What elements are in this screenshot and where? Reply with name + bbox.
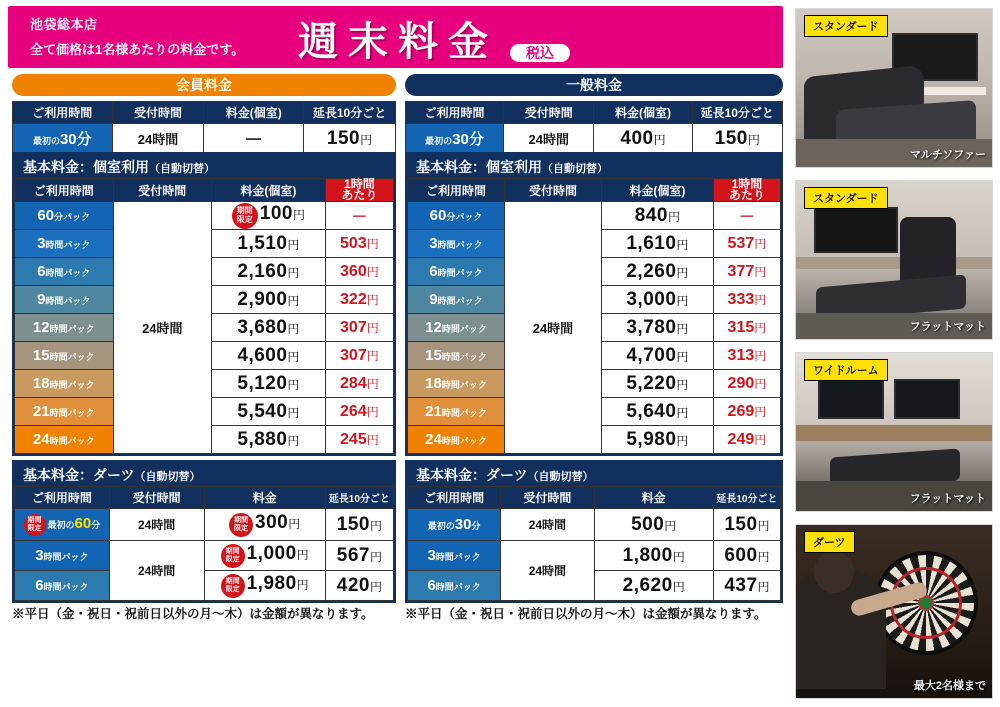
monitor-icon <box>894 379 960 419</box>
row-hourly: 284円 <box>325 370 393 398</box>
row-hourly: 307円 <box>325 314 393 342</box>
col-ext: 延長10分ごと <box>713 487 780 509</box>
row-hours: 24時間 <box>501 509 594 541</box>
table-row <box>15 202 394 230</box>
row-hourly: 269円 <box>713 398 780 426</box>
row-price: 2,620円 <box>594 571 713 601</box>
member-first-time: 最初の30分 <box>13 124 113 154</box>
row-label: 6時間パック <box>15 258 114 286</box>
row-label: 60分パック <box>408 202 505 230</box>
section-title: 基本料金：ダーツ（自動切替） <box>407 462 781 486</box>
col-time: ご利用時間 <box>13 102 113 124</box>
row-label: 3時間パック <box>408 230 505 258</box>
general-room-hours: 24時間 <box>504 202 601 454</box>
footnote-right: ※平日（金・祝日・祝前日以外の月〜木）は金額が異なります。 <box>405 607 767 621</box>
row-label: 12時間パック <box>15 314 114 342</box>
row-hours: 24時間 <box>109 509 204 541</box>
col-time: ご利用時間 <box>15 487 110 509</box>
photo-wideroom-flatmat <box>795 352 993 512</box>
col-hourly: 1時間 あたり <box>325 179 393 202</box>
row-price: 4,700円 <box>601 342 713 370</box>
row-price: 5,540円 <box>212 398 326 426</box>
member-top-table <box>12 101 396 154</box>
row-price: 3,680円 <box>212 314 326 342</box>
row-ext: 150円 <box>325 509 393 541</box>
limited-badge: 期間 限定 <box>232 203 258 229</box>
row-label: 最初の30分 <box>408 509 501 541</box>
general-first-time: 最初の30分 <box>406 124 504 154</box>
table-row <box>408 541 781 571</box>
photo-standard-multisofa <box>795 8 993 168</box>
col-time: ご利用時間 <box>406 102 504 124</box>
photo-caption: マルチソファー <box>909 149 986 161</box>
section-title: 基本料金：ダーツ（自動切替） <box>14 462 394 486</box>
limited-badge: 期間 限定 <box>221 574 245 598</box>
limited-badge: 期間 限定 <box>229 513 253 537</box>
row-label: 期間 限定 最初の60分 <box>15 509 110 541</box>
photo-standard-flatmat <box>795 180 993 340</box>
section-title: 基本料金：個室利用（自動切替） <box>407 154 781 178</box>
row-hourly: 315円 <box>713 314 780 342</box>
row-label: 21時間パック <box>15 398 114 426</box>
row-ext: 567円 <box>325 541 393 571</box>
row-price: 1,800円 <box>594 541 713 571</box>
row-price: 期間 限定 100円 <box>212 202 326 230</box>
col-ext: 延長10分ごと <box>692 102 783 124</box>
section-title: 基本料金：個室利用（自動切替） <box>14 154 394 178</box>
col-ext: 延長10分ごと <box>304 102 396 124</box>
member-band: 会員料金 <box>12 74 396 96</box>
member-room-table <box>14 178 394 454</box>
col-price: 料金(個室) <box>204 102 304 124</box>
row-hourly: － <box>325 202 393 230</box>
row-hourly: 245円 <box>325 426 393 454</box>
row-label: 6時間パック <box>408 258 505 286</box>
row-label: 3時間パック <box>15 541 110 571</box>
col-hours: 受付時間 <box>109 487 204 509</box>
table-row <box>408 571 781 601</box>
member-hours: 24時間 <box>112 124 204 154</box>
row-label: 24時間パック <box>15 426 114 454</box>
header-banner <box>8 6 783 68</box>
row-price: 3,780円 <box>601 314 713 342</box>
row-hourly: － <box>713 202 780 230</box>
general-room-section <box>405 152 783 456</box>
row-label: 18時間パック <box>408 370 505 398</box>
row-label: 6時間パック <box>408 571 501 601</box>
row-price: 500円 <box>594 509 713 541</box>
footnote-left: ※平日（金・祝日・祝前日以外の月〜木）は金額が異なります。 <box>12 607 374 621</box>
row-hourly: 537円 <box>713 230 780 258</box>
row-label: 15時間パック <box>15 342 114 370</box>
row-price: 2,160円 <box>212 258 326 286</box>
player-head <box>814 551 854 593</box>
row-label: 9時間パック <box>408 286 505 314</box>
col-hours: 受付時間 <box>113 179 212 202</box>
table-row <box>13 124 396 154</box>
general-top-table <box>405 101 783 154</box>
row-hourly: 249円 <box>713 426 780 454</box>
table-header-row <box>13 102 396 124</box>
row-label: 3時間パック <box>15 230 114 258</box>
row-label: 6時間パック <box>15 571 110 601</box>
row-hours: 24時間 <box>109 541 204 601</box>
photo-darts <box>795 524 993 699</box>
row-hourly: 264円 <box>325 398 393 426</box>
row-price: 2,900円 <box>212 286 326 314</box>
photo-tag: ワイドルーム <box>804 359 888 381</box>
row-price: 2,260円 <box>601 258 713 286</box>
general-price: 400円 <box>594 124 692 154</box>
member-room-section <box>12 152 396 456</box>
row-price: 5,120円 <box>212 370 326 398</box>
row-hourly: 377円 <box>713 258 780 286</box>
table-header-row <box>406 102 783 124</box>
col-price: 料金(個室) <box>601 179 713 202</box>
member-price: － <box>204 124 304 154</box>
row-price: 1,510円 <box>212 230 326 258</box>
photo-tag: スタンダード <box>804 187 888 209</box>
row-price: 5,220円 <box>601 370 713 398</box>
row-label: 18時間パック <box>15 370 114 398</box>
col-time: ご利用時間 <box>408 487 501 509</box>
col-hours: 受付時間 <box>504 102 594 124</box>
row-hourly: 290円 <box>713 370 780 398</box>
general-band: 一般料金 <box>405 74 783 96</box>
page-title: 週末料金 <box>298 20 498 64</box>
row-price: 1,610円 <box>601 230 713 258</box>
row-price: 840円 <box>601 202 713 230</box>
row-price: 期間 限定 1,980円 <box>204 571 325 601</box>
table-header-row <box>408 487 781 509</box>
tv-icon <box>814 207 898 253</box>
desk <box>796 257 992 269</box>
table-row <box>15 571 394 601</box>
row-hourly: 360円 <box>325 258 393 286</box>
col-price: 料金 <box>204 487 325 509</box>
desk <box>796 425 992 441</box>
row-hourly: 307円 <box>325 342 393 370</box>
row-hourly: 313円 <box>713 342 780 370</box>
photo-tag: ダーツ <box>804 531 855 553</box>
general-ext: 150円 <box>692 124 783 154</box>
row-ext: 150円 <box>713 509 780 541</box>
member-room-hours: 24時間 <box>113 202 212 454</box>
member-darts-section <box>12 460 396 603</box>
table-header-row <box>15 179 394 202</box>
row-hours: 24時間 <box>501 541 594 601</box>
general-darts-section <box>405 460 783 603</box>
row-label: 21時間パック <box>408 398 505 426</box>
table-row <box>15 509 394 541</box>
col-price: 料金(個室) <box>594 102 692 124</box>
col-time: ご利用時間 <box>15 179 114 202</box>
row-label: 3時間パック <box>408 541 501 571</box>
row-ext: 600円 <box>713 541 780 571</box>
table-row <box>406 124 783 154</box>
general-hours: 24時間 <box>504 124 594 154</box>
row-ext: 437円 <box>713 571 780 601</box>
tax-badge: 税込 <box>508 42 572 64</box>
table-row <box>408 202 781 230</box>
limited-badge: 期間 限定 <box>221 544 245 568</box>
table-header-row <box>408 179 781 202</box>
row-label: 12時間パック <box>408 314 505 342</box>
row-price: 期間 限定 1,000円 <box>204 541 325 571</box>
photo-caption: 最大2名様まで <box>913 680 986 692</box>
header-note: 全て価格は1名様あたりの料金です。 <box>30 42 245 57</box>
row-hourly: 322円 <box>325 286 393 314</box>
row-price: 4,600円 <box>212 342 326 370</box>
row-label: 24時間パック <box>408 426 505 454</box>
row-price: 期間 限定 300円 <box>204 509 325 541</box>
col-hourly: 1時間 あたり <box>713 179 780 202</box>
table-row <box>15 541 394 571</box>
row-hourly: 503円 <box>325 230 393 258</box>
row-price: 3,000円 <box>601 286 713 314</box>
photo-tag: スタンダード <box>804 15 888 37</box>
table-header-row <box>15 487 394 509</box>
member-ext: 150円 <box>304 124 396 154</box>
col-hours: 受付時間 <box>112 102 204 124</box>
col-price: 料金(個室) <box>212 179 326 202</box>
row-price: 5,980円 <box>601 426 713 454</box>
member-darts-table <box>14 486 394 601</box>
row-ext: 420円 <box>325 571 393 601</box>
shop-name: 池袋総本店 <box>30 17 98 32</box>
monitor-icon <box>818 379 884 419</box>
general-top-block <box>405 74 783 154</box>
table-row <box>408 509 781 541</box>
member-top-block <box>12 74 396 154</box>
row-hourly: 333円 <box>713 286 780 314</box>
col-price: 料金 <box>594 487 713 509</box>
general-room-table <box>407 178 781 454</box>
photo-caption: フラットマット <box>909 321 986 333</box>
photo-caption: フラットマット <box>909 493 986 505</box>
row-price: 5,640円 <box>601 398 713 426</box>
col-hours: 受付時間 <box>504 179 601 202</box>
row-label: 60分パック <box>15 202 114 230</box>
col-hours: 受付時間 <box>501 487 594 509</box>
limited-badge: 期間 限定 <box>24 514 46 536</box>
row-label: 15時間パック <box>408 342 505 370</box>
col-time: ご利用時間 <box>408 179 505 202</box>
col-ext: 延長10分ごと <box>325 487 393 509</box>
general-darts-table <box>407 486 781 601</box>
row-price: 5,880円 <box>212 426 326 454</box>
row-label: 9時間パック <box>15 286 114 314</box>
